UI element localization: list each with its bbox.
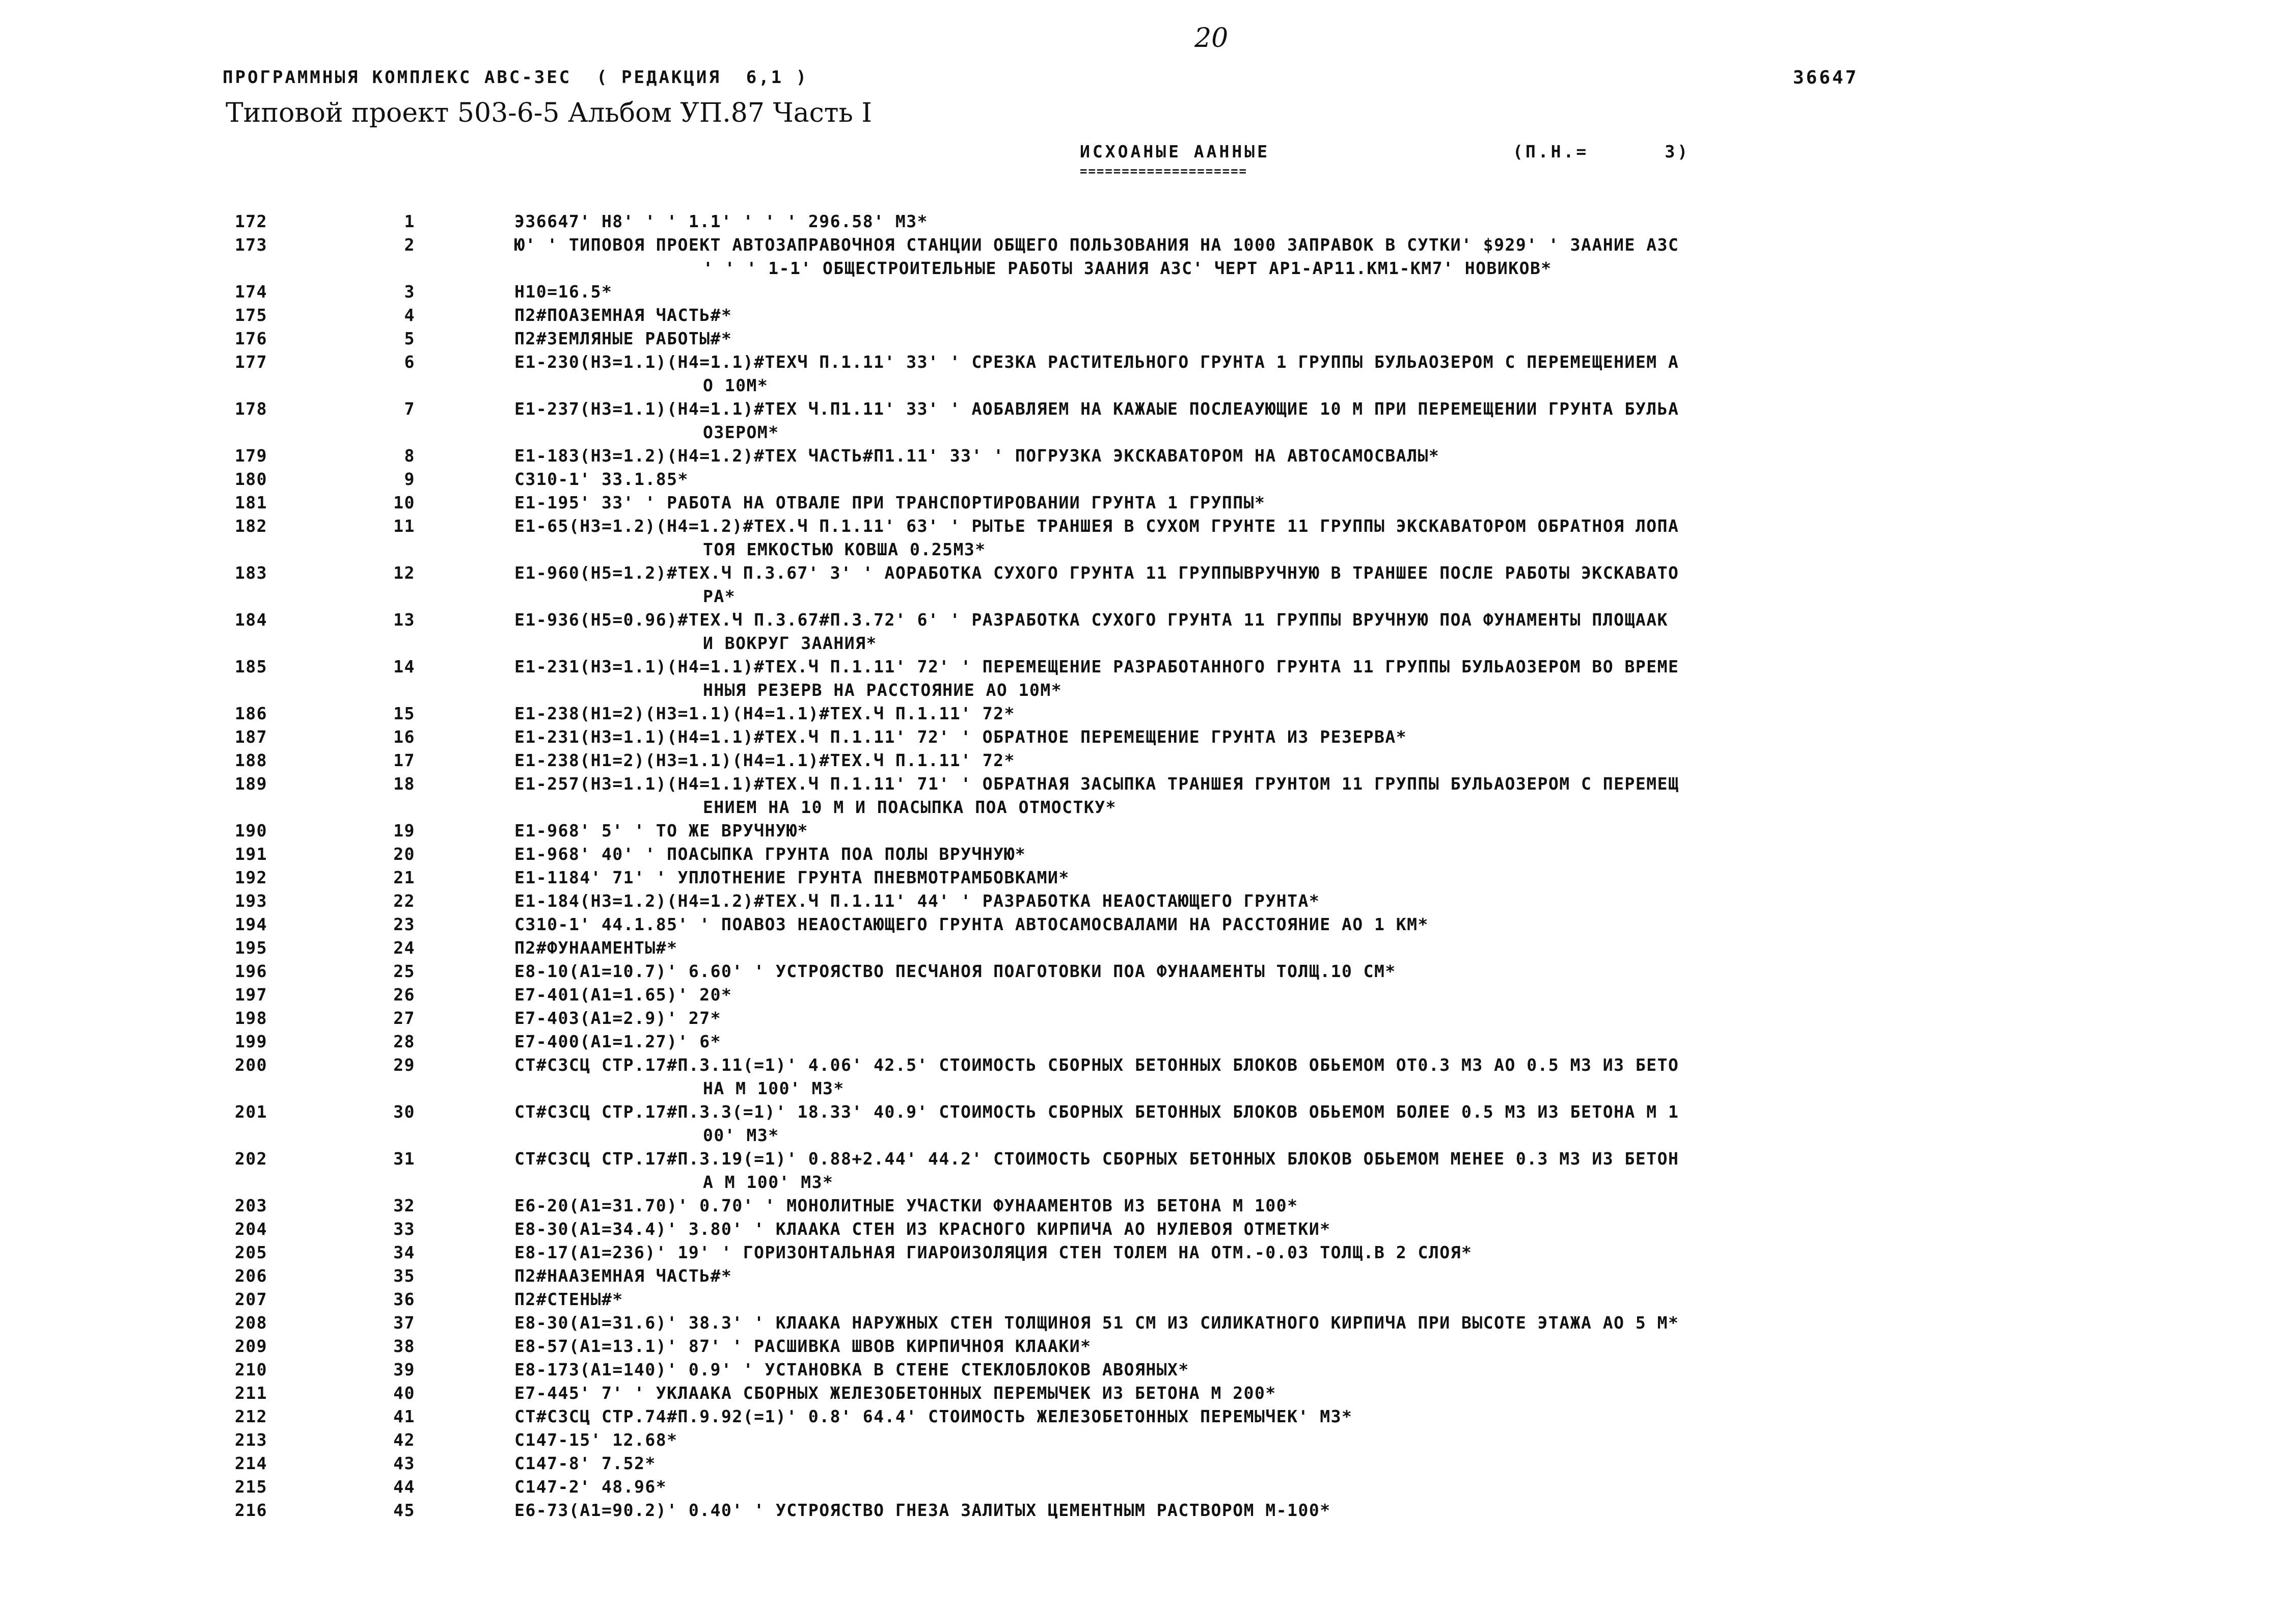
line-number: 172 <box>234 211 267 231</box>
document-number: 36647 <box>1793 67 1859 88</box>
record-index: 6 <box>404 352 415 372</box>
record-text-main: Е6-73(А1=90.2)' 0.40' ' УСТРОЯСТВО ГНЕЗА ЗАЛИТЫХ ЦЕМЕНТНЫМ РАСТВОРОМ М-100* <box>514 1500 1331 1520</box>
line-number: 193 <box>234 891 267 911</box>
record-text <box>514 1382 2088 1405</box>
listing-row <box>0 983 2286 1007</box>
record-index: 45 <box>393 1500 415 1520</box>
record-index: 26 <box>393 985 415 1005</box>
record-index: 38 <box>393 1336 415 1356</box>
record-index: 13 <box>393 610 415 630</box>
listing-row <box>0 772 2286 819</box>
line-number: 190 <box>234 821 267 841</box>
record-index: 10 <box>393 493 415 512</box>
listing-row <box>0 1499 2286 1522</box>
record-index: 35 <box>393 1266 415 1286</box>
record-text <box>514 749 2088 772</box>
line-number: 177 <box>234 352 267 372</box>
listing-row <box>0 1264 2286 1288</box>
section-code: (П.Н.= 3) <box>1513 142 1691 161</box>
listing-row <box>0 1007 2286 1030</box>
record-index: 22 <box>393 891 415 911</box>
record-text-main: Е8-30(А1=31.6)' 38.3' ' КЛААКА НАРУЖНЫХ СТЕН ТОЛЩИНОЯ 51 СМ ИЗ СИЛИКАТНОГО КИРПИЧА ПРИ ВЫСОТЕ ЭТАЖА АО 5 М* <box>514 1313 1679 1333</box>
record-index: 34 <box>393 1242 415 1262</box>
line-number: 187 <box>234 727 267 747</box>
record-text-main: Е7-445' 7' ' УКЛААКА СБОРНЫХ ЖЕЛЕЗОБЕТОННЫХ ПЕРЕМЫЧЕК ИЗ БЕТОНА М 200* <box>514 1383 1276 1403</box>
section-title: ИСХОАНЫЕ ААННЫЕ <box>1080 142 1270 161</box>
listing-row <box>0 233 2286 280</box>
listing-row <box>0 280 2286 304</box>
record-text <box>514 1264 2088 1288</box>
line-number: 195 <box>234 938 267 958</box>
line-number: 211 <box>234 1383 267 1403</box>
record-text-continuation: О 10М* <box>703 375 769 395</box>
record-index: 23 <box>393 914 415 934</box>
record-index: 28 <box>393 1032 415 1051</box>
record-index: 33 <box>393 1219 415 1239</box>
record-text-main: Е1-257(Н3=1.1)(Н4=1.1)#ТЕХ.Ч П.1.11' 71' ' ОБРАТНАЯ ЗАСЫПКА ТРАНШЕЯ ГРУНТОМ 11 ГРУППЫ БУЛЬАОЗЕРОМ С ПЕРЕМЕЩ <box>514 774 1679 794</box>
line-number: 212 <box>234 1406 267 1426</box>
record-text-continuation: ЕНИЕМ НА 10 М И ПОАСЫПКА ПОА ОТМОСТКУ* <box>703 797 1117 817</box>
record-text <box>514 491 2088 515</box>
line-number: 194 <box>234 914 267 934</box>
record-text <box>514 1358 2088 1382</box>
record-text <box>514 1288 2088 1311</box>
record-text <box>514 889 2088 913</box>
line-number: 189 <box>234 774 267 794</box>
listing-row <box>0 1100 2286 1147</box>
record-index: 8 <box>404 446 415 466</box>
record-text <box>514 304 2088 327</box>
listing-row <box>0 1452 2286 1475</box>
record-text-main: С147-2' 48.96* <box>514 1477 667 1497</box>
record-text <box>514 772 2088 819</box>
record-text <box>514 468 2088 491</box>
listing-row <box>0 515 2286 561</box>
record-text-main: Е7-400(А1=1.27)' 6* <box>514 1032 721 1051</box>
record-text <box>514 1452 2088 1475</box>
record-index: 44 <box>393 1477 415 1497</box>
record-text-main: Е6-20(А1=31.70)' 0.70' ' МОНОЛИТНЫЕ УЧАСТКИ ФУНААМЕНТОВ ИЗ БЕТОНА М 100* <box>514 1196 1298 1215</box>
record-text-main: СТ#СЗСЦ СТР.17#П.3.19(=1)' 0.88+2.44' 44.2' СТОИМОСТЬ СБОРНЫХ БЕТОННЫХ БЛОКОВ ОБЬЕМОМ МЕНЕЕ 0.3 МЗ ИЗ БЕТОН <box>514 1149 1679 1169</box>
record-text-main: Е1-968' 5' ' ТО ЖЕ ВРУЧНУЮ* <box>514 821 808 841</box>
record-text-main: Е8-10(А1=10.7)' 6.60' ' УСТРОЯСТВО ПЕСЧАНОЯ ПОАГОТОВКИ ПОА ФУНААМЕНТЫ ТОЛЩ.10 СМ* <box>514 961 1396 981</box>
record-text <box>514 327 2088 350</box>
listing-row <box>0 725 2286 749</box>
line-number: 197 <box>234 985 267 1005</box>
record-text-main: Е1-231(Н3=1.1)(Н4=1.1)#ТЕХ.Ч П.1.11' 72' ' ОБРАТНОЕ ПЕРЕМЕЩЕНИЕ ГРУНТА ИЗ РЕЗЕРВА* <box>514 727 1407 747</box>
line-number: 184 <box>234 610 267 630</box>
listing-row <box>0 655 2286 702</box>
record-text <box>514 1335 2088 1358</box>
line-number: 173 <box>234 235 267 255</box>
line-number: 203 <box>234 1196 267 1215</box>
listing-row <box>0 1358 2286 1382</box>
line-number: 188 <box>234 750 267 770</box>
record-text <box>514 843 2088 866</box>
listing-row <box>0 327 2286 350</box>
record-text-main: Е8-17(А1=236)' 19' ' ГОРИЗОНТАЛЬНАЯ ГИАРОИЗОЛЯЦИЯ СТЕН ТОЛЕМ НА ОТМ.-0.03 ТОЛЩ.В 2 СЛОЯ* <box>514 1242 1473 1262</box>
listing-row <box>0 889 2286 913</box>
line-number: 204 <box>234 1219 267 1239</box>
data-listing <box>0 210 2286 1522</box>
record-text-main: Е1-960(Н5=1.2)#ТЕХ.Ч П.3.67' 3' ' АОРАБОТКА СУХОГО ГРУНТА 11 ГРУППЫВРУЧНУЮ В ТРАНШЕЕ ПОСЛЕ РАБОТЫ ЭКСКАВАТО <box>514 563 1679 583</box>
line-number: 216 <box>234 1500 267 1520</box>
record-text-main: Е1-238(Н1=2)(Н3=1.1)(Н4=1.1)#ТЕХ.Ч П.1.11' 72* <box>514 750 1015 770</box>
record-index: 17 <box>393 750 415 770</box>
line-number: 185 <box>234 657 267 676</box>
record-text <box>514 444 2088 468</box>
record-index: 36 <box>393 1289 415 1309</box>
listing-row <box>0 1030 2286 1053</box>
line-number: 207 <box>234 1289 267 1309</box>
record-index: 25 <box>393 961 415 981</box>
listing-row <box>0 1194 2286 1217</box>
record-index: 3 <box>404 282 415 302</box>
line-number: 198 <box>234 1008 267 1028</box>
record-text-main: Е8-173(А1=140)' 0.9' ' УСТАНОВКА В СТЕНЕ СТЕКЛОБЛОКОВ АВОЯНЫХ* <box>514 1360 1189 1379</box>
record-text <box>514 1007 2088 1030</box>
record-text <box>514 1147 2088 1194</box>
line-number: 215 <box>234 1477 267 1497</box>
record-text-main: Е1-183(Н3=1.2)(Н4=1.2)#ТЕХ ЧАСТЬ#П1.11' 33' ' ПОГРУЗКА ЭКСКАВАТОРОМ НА АВТОСАМОСВАЛЫ* <box>514 446 1440 466</box>
listing-row <box>0 350 2286 397</box>
record-text <box>514 210 2088 233</box>
record-text <box>514 233 2088 280</box>
line-number: 200 <box>234 1055 267 1075</box>
record-text-main: Е1-237(Н3=1.1)(Н4=1.1)#ТЕХ Ч.П1.11' 33' ' АОБАВЛЯЕМ НА КАЖАЫЕ ПОСЛЕАУЮЩИЕ 10 М ПРИ ПЕРЕМЕЩЕНИИ ГРУНТА БУЛЬА <box>514 399 1679 419</box>
record-text <box>514 515 2088 561</box>
line-number: 208 <box>234 1313 267 1333</box>
record-index: 4 <box>404 305 415 325</box>
record-text-main: Е1-968' 40' ' ПОАСЫПКА ГРУНТА ПОА ПОЛЫ ВРУЧНУЮ* <box>514 844 1026 864</box>
record-text <box>514 1241 2088 1264</box>
line-number: 205 <box>234 1242 267 1262</box>
record-index: 41 <box>393 1406 415 1426</box>
record-text <box>514 655 2088 702</box>
record-index: 14 <box>393 657 415 676</box>
record-text-continuation: ОЗЕРОМ* <box>703 422 779 442</box>
record-text <box>514 866 2088 889</box>
listing-row <box>0 1335 2286 1358</box>
line-number: 209 <box>234 1336 267 1356</box>
record-index: 39 <box>393 1360 415 1379</box>
listing-row <box>0 304 2286 327</box>
record-text-main: П2#ЗЕМЛЯНЫЕ РАБОТЫ#* <box>514 329 732 348</box>
record-index: 24 <box>393 938 415 958</box>
record-index: 40 <box>393 1383 415 1403</box>
record-text <box>514 1405 2088 1428</box>
listing-row <box>0 1428 2286 1452</box>
line-number: 175 <box>234 305 267 325</box>
record-text <box>514 960 2088 983</box>
line-number: 201 <box>234 1102 267 1122</box>
record-text-continuation: ' ' ' 1-1' ОБЩЕСТРОИТЕЛЬНЫЕ РАБОТЫ ЗААНИЯ АЗС' ЧЕРТ АР1-АР11.КМ1-КМ7' НОВИКОВ* <box>703 258 1552 278</box>
record-index: 21 <box>393 868 415 887</box>
record-text <box>514 608 2088 655</box>
record-text-main: П2#ФУНААМЕНТЫ#* <box>514 938 678 958</box>
record-text-continuation: А М 100' МЗ* <box>703 1172 834 1192</box>
listing-row <box>0 843 2286 866</box>
record-index: 29 <box>393 1055 415 1075</box>
record-text-main: Е1-231(Н3=1.1)(Н4=1.1)#ТЕХ.Ч П.1.11' 72' ' ПЕРЕМЕЩЕНИЕ РАЗРАБОТАННОГО ГРУНТА 11 ГРУППЫ БУЛЬАОЗЕРОМ ВО ВРЕМЕ <box>514 657 1679 676</box>
line-number: 174 <box>234 282 267 302</box>
line-number: 213 <box>234 1430 267 1450</box>
record-text <box>514 1499 2088 1522</box>
listing-row <box>0 936 2286 960</box>
record-index: 15 <box>393 703 415 723</box>
record-index: 2 <box>404 235 415 255</box>
record-text <box>514 1030 2088 1053</box>
record-text <box>514 561 2088 608</box>
line-number: 176 <box>234 329 267 348</box>
record-text-main: Е7-403(А1=2.9)' 27* <box>514 1008 721 1028</box>
record-text-main: П2#СТЕНЫ#* <box>514 1289 623 1309</box>
listing-row <box>0 1382 2286 1405</box>
listing-row <box>0 1288 2286 1311</box>
listing-row <box>0 749 2286 772</box>
line-number: 199 <box>234 1032 267 1051</box>
project-title: Типовой проект 503-6-5 Альбом УП.87 Часть I <box>226 98 872 128</box>
record-text-main: С310-1' 44.1.85' ' ПОАВОЗ НЕАОСТАЮЩЕГО ГРУНТА АВТОСАМОСВАЛАМИ НА РАССТОЯНИЕ АО 1 КМ* <box>514 914 1429 934</box>
record-text-main: Е1-184(Н3=1.2)(Н4=1.2)#ТЕХ.Ч П.1.11' 44' ' РАЗРАБОТКА НЕАОСТАЮЩЕГО ГРУНТА* <box>514 891 1320 911</box>
record-index: 31 <box>393 1149 415 1169</box>
record-text <box>514 280 2088 304</box>
listing-row <box>0 468 2286 491</box>
listing-row <box>0 1475 2286 1499</box>
record-text-main: Е1-1184' 71' ' УПЛОТНЕНИЕ ГРУНТА ПНЕВМОТРАМБОВКАМИ* <box>514 868 1070 887</box>
record-text-main: Е1-195' 33' ' РАБОТА НА ОТВАЛЕ ПРИ ТРАНСПОРТИРОВАНИИ ГРУНТА 1 ГРУППЫ* <box>514 493 1266 512</box>
record-text-continuation: ТОЯ ЕМКОСТЬЮ КОВША 0.25МЗ* <box>703 539 986 559</box>
listing-row <box>0 608 2286 655</box>
record-text-main: Е8-57(А1=13.1)' 87' ' РАСШИВКА ШВОВ КИРПИЧНОЯ КЛААКИ* <box>514 1336 1092 1356</box>
record-text <box>514 1100 2088 1147</box>
record-text-main: Ю' ' ТИПОВОЯ ПРОЕКТ АВТОЗАПРАВОЧНОЯ СТАНЦИИ ОБЩЕГО ПОЛЬЗОВАНИЯ НА 1000 ЗАПРАВОК В СУТКИ' $929' ' ЗААНИЕ АЗС <box>514 235 1679 255</box>
line-number: 186 <box>234 703 267 723</box>
listing-row <box>0 491 2286 515</box>
record-text-continuation: 00' МЗ* <box>703 1125 779 1145</box>
line-number: 178 <box>234 399 267 419</box>
record-text-main: С310-1' 33.1.85* <box>514 469 689 489</box>
line-number: 202 <box>234 1149 267 1169</box>
record-text <box>514 702 2088 725</box>
record-text <box>514 913 2088 936</box>
record-text-main: Н10=16.5* <box>514 282 613 302</box>
record-text <box>514 1428 2088 1452</box>
record-index: 16 <box>393 727 415 747</box>
listing-row <box>0 1217 2286 1241</box>
record-text-continuation: ННЫЯ РЕЗЕРВ НА РАССТОЯНИЕ АО 10М* <box>703 680 1063 700</box>
record-text <box>514 397 2088 444</box>
line-number: 181 <box>234 493 267 512</box>
listing-row <box>0 1241 2286 1264</box>
record-text <box>514 1217 2088 1241</box>
record-text-main: СТ#СЗСЦ СТР.74#П.9.92(=1)' 0.8' 64.4' СТОИМОСТЬ ЖЕЛЕЗОБЕТОННЫХ ПЕРЕМЫЧЕК' МЗ* <box>514 1406 1353 1426</box>
line-number: 192 <box>234 868 267 887</box>
record-text-main: С147-8' 7.52* <box>514 1453 656 1473</box>
record-text-main: П2#НААЗЕМНАЯ ЧАСТЬ#* <box>514 1266 732 1286</box>
record-text-main: Е8-30(А1=34.4)' 3.80' ' КЛААКА СТЕН ИЗ КРАСНОГО КИРПИЧА АО НУЛЕВОЯ ОТМЕТКИ* <box>514 1219 1331 1239</box>
record-text-main: П2#ПОАЗЕМНАЯ ЧАСТЬ#* <box>514 305 732 325</box>
section-underline: ==================== <box>1080 164 1247 178</box>
record-text <box>514 725 2088 749</box>
record-text-main: Е1-65(Н3=1.2)(Н4=1.2)#ТЕХ.Ч П.1.11' 63' ' РЫТЬЕ ТРАНШЕЯ В СУХОМ ГРУНТЕ 11 ГРУППЫ ЭКСКАВАТОРОМ ОБРАТНОЯ ЛОПА <box>514 516 1679 536</box>
listing-row <box>0 444 2286 468</box>
line-number: 180 <box>234 469 267 489</box>
line-number: 191 <box>234 844 267 864</box>
record-index: 5 <box>404 329 415 348</box>
listing-row <box>0 397 2286 444</box>
record-index: 37 <box>393 1313 415 1333</box>
record-text-continuation: И ВОКРУГ ЗААНИЯ* <box>703 633 877 653</box>
record-text <box>514 983 2088 1007</box>
listing-row <box>0 819 2286 843</box>
record-text-main: Э36647' Н8' ' ' 1.1' ' ' ' 296.58' МЗ* <box>514 211 928 231</box>
record-text-main: Е1-230(Н3=1.1)(Н4=1.1)#ТЕХЧ П.1.11' 33' ' СРЕЗКА РАСТИТЕЛЬНОГО ГРУНТА 1 ГРУППЫ БУЛЬАОЗЕРОМ С ПЕРЕМЕЩЕНИЕМ А <box>514 352 1679 372</box>
record-index: 32 <box>393 1196 415 1215</box>
record-index: 30 <box>393 1102 415 1122</box>
record-text <box>514 350 2088 397</box>
record-index: 27 <box>393 1008 415 1028</box>
line-number: 183 <box>234 563 267 583</box>
page-number: 20 <box>1194 23 1229 53</box>
record-index: 9 <box>404 469 415 489</box>
listing-row <box>0 866 2286 889</box>
record-text-main: Е7-401(А1=1.65)' 20* <box>514 985 732 1005</box>
listing-row <box>0 702 2286 725</box>
listing-row <box>0 561 2286 608</box>
record-index: 7 <box>404 399 415 419</box>
record-text-main: Е1-936(Н5=0.96)#ТЕХ.Ч П.3.67#П.3.72' 6' ' РАЗРАБОТКА СУХОГО ГРУНТА 11 ГРУППЫ ВРУЧНУЮ ПОА ФУНАМЕНТЫ ПЛОЩААК <box>514 610 1668 630</box>
listing-row <box>0 1053 2286 1100</box>
record-index: 12 <box>393 563 415 583</box>
record-text-main: С147-15' 12.68* <box>514 1430 678 1450</box>
record-index: 20 <box>393 844 415 864</box>
record-index: 19 <box>393 821 415 841</box>
record-text-main: Е1-238(Н1=2)(Н3=1.1)(Н4=1.1)#ТЕХ.Ч П.1.11' 72* <box>514 703 1015 723</box>
record-text <box>514 1194 2088 1217</box>
record-index: 42 <box>393 1430 415 1450</box>
listing-row <box>0 210 2286 233</box>
record-text-continuation: НА М 100' МЗ* <box>703 1078 845 1098</box>
record-text <box>514 819 2088 843</box>
line-number: 182 <box>234 516 267 536</box>
record-text-continuation: РА* <box>703 586 736 606</box>
listing-row <box>0 1405 2286 1428</box>
line-number: 210 <box>234 1360 267 1379</box>
record-text <box>514 1053 2088 1100</box>
record-index: 11 <box>393 516 415 536</box>
line-number: 214 <box>234 1453 267 1473</box>
record-text <box>514 936 2088 960</box>
record-index: 43 <box>393 1453 415 1473</box>
record-text <box>514 1311 2088 1335</box>
line-number: 206 <box>234 1266 267 1286</box>
listing-row <box>0 913 2286 936</box>
record-index: 1 <box>404 211 415 231</box>
record-index: 18 <box>393 774 415 794</box>
program-name: ПРОГРАММНЫЯ КОМПЛЕКС АВС-3ЕС ( РЕДАКЦИЯ 6,1 ) <box>223 67 809 88</box>
line-number: 179 <box>234 446 267 466</box>
line-number: 196 <box>234 961 267 981</box>
listing-row <box>0 960 2286 983</box>
record-text-main: СТ#СЗСЦ СТР.17#П.3.3(=1)' 18.33' 40.9' СТОИМОСТЬ СБОРНЫХ БЕТОННЫХ БЛОКОВ ОБЬЕМОМ БОЛЕЕ 0.5 МЗ ИЗ БЕТОНА М 1 <box>514 1102 1679 1122</box>
listing-row <box>0 1147 2286 1194</box>
record-text <box>514 1475 2088 1499</box>
record-text-main: СТ#СЗСЦ СТР.17#П.3.11(=1)' 4.06' 42.5' СТОИМОСТЬ СБОРНЫХ БЕТОННЫХ БЛОКОВ ОБЬЕМОМ ОТ0.3 МЗ АО 0.5 МЗ ИЗ БЕТО <box>514 1055 1679 1075</box>
listing-row <box>0 1311 2286 1335</box>
